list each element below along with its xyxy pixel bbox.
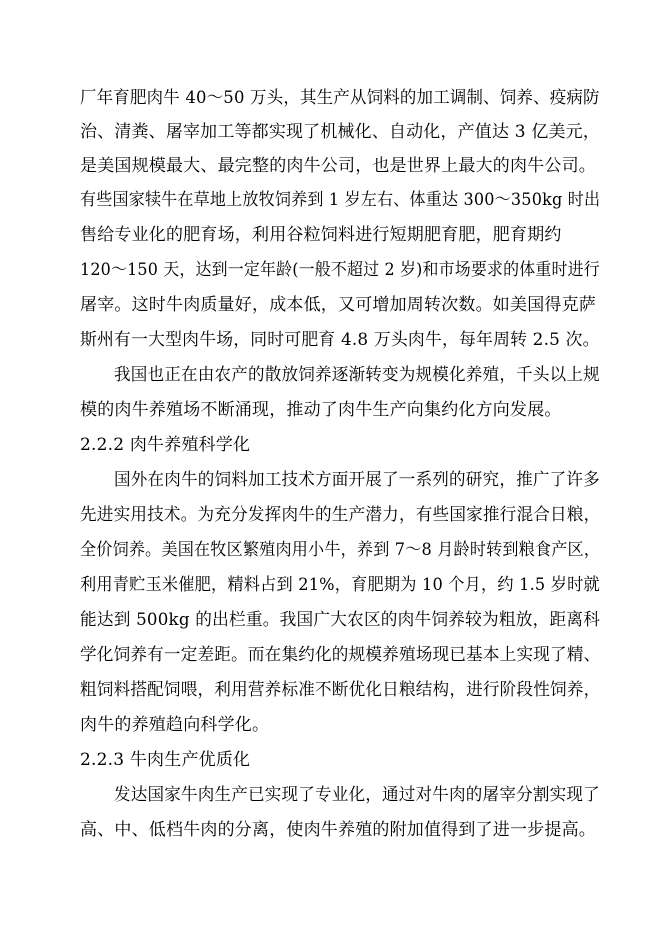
paragraph-line: 售给专业化的肥育场，利用谷粒饲料进行短期肥育肥，肥育期约 [80, 225, 562, 245]
section-heading: 2.2.2 肉牛养殖科学化 [80, 435, 251, 455]
paragraph-line: 学化饲养有一定差距。而在集约化的规模养殖场现已基本上实现了精、 [80, 645, 601, 665]
paragraph-line: 全价饲养。美国在牧区繁殖肉用小牛，养到 7～8 月龄时转到粮食产区， [80, 540, 601, 560]
paragraph-line: 屠宰。这时牛肉质量好，成本低，又可增加周转次数。如美国得克萨 [80, 295, 596, 315]
paragraph-line: 高、中、低档牛肉的分离，使肉牛养殖的附加值得到了进一步提高。 [80, 820, 596, 840]
paragraph-line: 厂年育肥肉牛 40～50 万头，其生产从饲料的加工调制、饲养、疫病防 [80, 88, 600, 108]
paragraph-line: 120～150 天，达到一定年龄(一般不超过 2 岁)和市场要求的体重时进行 [80, 260, 600, 280]
paragraph-line: 是美国规模最大、最完整的肉牛公司，也是世界上最大的肉牛公司。 [80, 156, 596, 176]
paragraph-line: 模的肉牛养殖场不断涌现，推动了肉牛生产向集约化方向发展。 [80, 400, 562, 420]
paragraph-line: 斯州有一大型肉牛场，同时可肥育 4.8 万头肉牛，每年周转 2.5 次。 [80, 330, 600, 350]
paragraph-line: 先进实用技术。为充分发挥肉牛的生产潜力，有些国家推行混合日粮， [80, 505, 601, 525]
paragraph-line: 国外在肉牛的饲料加工技术方面开展了一系列的研究，推广了许多 [114, 470, 600, 490]
paragraph-line: 能达到 500kg 的出栏重。我国广大农区的肉牛饲养较为粗放，距离科 [80, 610, 601, 630]
paragraph-line: 治、清粪、屠宰加工等都实现了机械化、自动化，产值达 3 亿美元， [80, 122, 600, 142]
paragraph-line: 有些国家犊牛在草地上放牧饲养到 1 岁左右、体重达 300～350kg 时出 [80, 190, 601, 210]
paragraph-line: 肉牛的养殖趋向科学化。 [80, 715, 270, 735]
paragraph-line: 发达国家牛肉生产已实现了专业化，通过对牛肉的屠宰分割实现了 [114, 785, 600, 805]
section-heading: 2.2.3 牛肉生产优质化 [80, 750, 251, 770]
paragraph-line: 利用青贮玉米催肥，精料占到 21%，育肥期为 10 个月，约 1.5 岁时就 [80, 575, 600, 595]
paragraph-line: 我国也正在由农产的散放饲养逐渐转变为规模化养殖，千头以上规 [114, 365, 600, 385]
paragraph-line: 粗饲料搭配饲喂，利用营养标准不断优化日粮结构，进行阶段性饲养， [80, 680, 601, 700]
